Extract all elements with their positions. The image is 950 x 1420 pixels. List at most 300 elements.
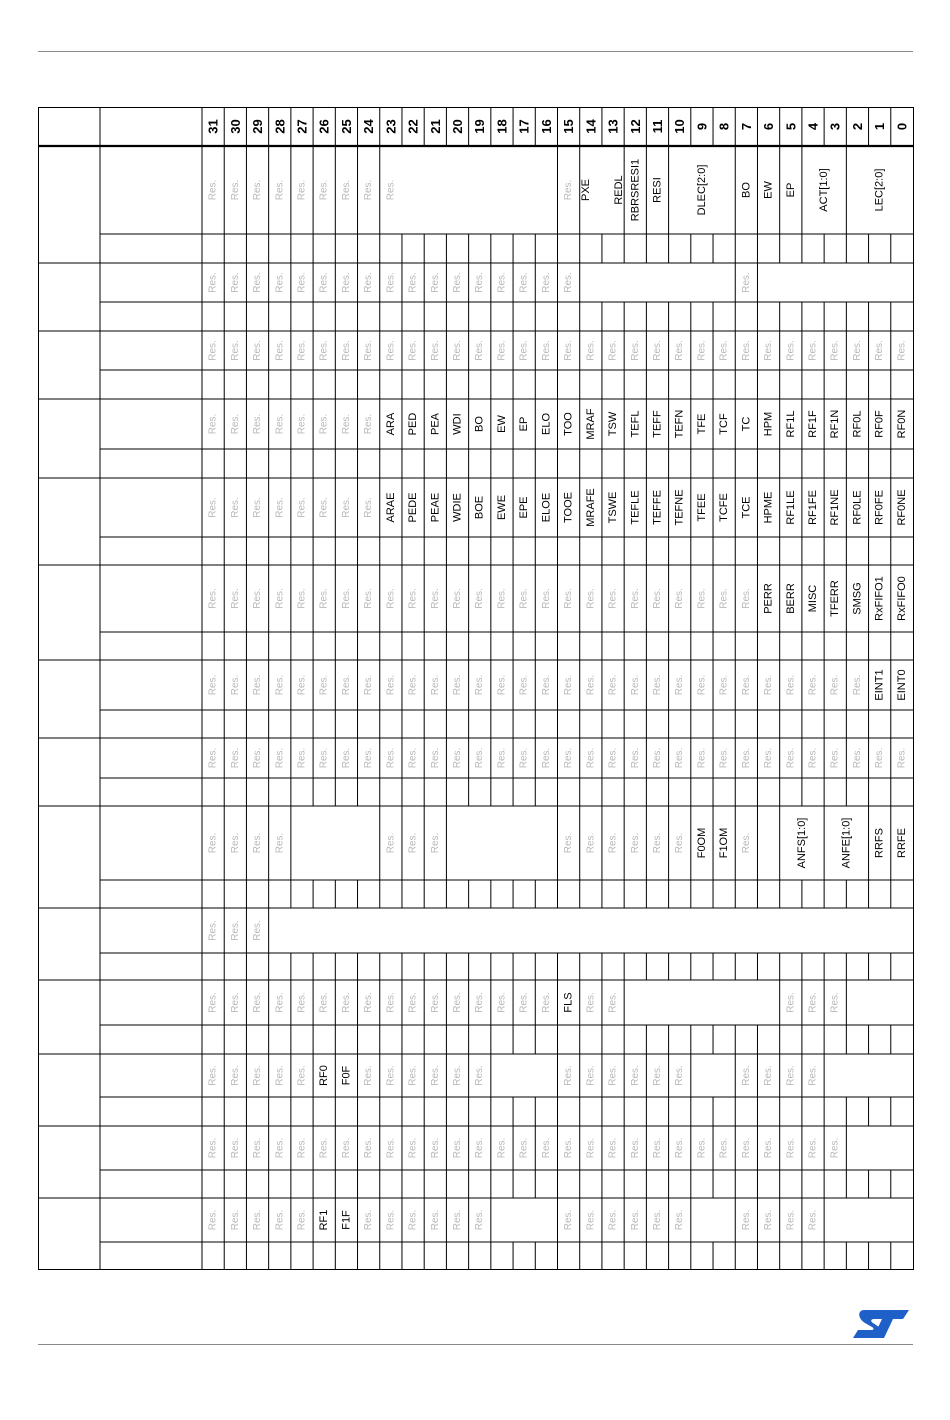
reserved-bit-label: Res. [629,340,641,361]
reserved-bit-label: Res. [363,1137,375,1159]
field-label: MISC [807,584,820,613]
field-label: RF0NE [895,489,908,526]
bit-number: 25 [338,119,354,134]
reserved-bit-label: Res. [229,272,241,293]
reserved-bit-label: Res. [274,1209,286,1231]
reserved-bit-label: Res. [429,1137,441,1159]
reserved-bit-label: Res. [363,1209,375,1231]
register-row [38,478,913,565]
bit-number: 11 [649,119,665,134]
field-label: RF1 [318,1209,331,1231]
bit-number: 19 [472,119,488,134]
reserved-bit-label: Res. [385,674,397,696]
reserved-bit-label: Res. [785,1137,797,1159]
field-label: F1F [340,1210,353,1230]
reserved-bit-label: Res. [318,179,330,201]
reserved-bit-label: Res. [363,340,375,361]
bit-number: 13 [605,119,621,134]
reserved-bit-label: Res. [363,413,375,435]
reserved-bit-label: Res. [385,1137,397,1159]
field-label: WDI [451,413,464,435]
reserved-bit-label: Res. [429,747,441,769]
reserved-bit-label: Res. [229,413,241,435]
field-label: WDIE [451,493,464,522]
reserved-bit-label: Res. [385,588,397,609]
reserved-bit-label: Res. [496,747,508,769]
field-label: TFEE [695,493,708,522]
bit-number: 28 [272,119,288,134]
reserved-bit-label: Res. [474,272,486,293]
reserved-bit-label: Res. [407,1065,419,1086]
reserved-bit-label: Res. [607,588,619,609]
reserved-bit-label: Res. [651,1209,663,1231]
bit-number: 21 [427,119,443,134]
reserved-bit-label: Res. [274,992,286,1013]
reserved-bit-label: Res. [607,1065,619,1086]
field-label: PXE [579,178,592,202]
reserved-bit-label: Res. [274,179,286,201]
field-label: F1OM [718,827,731,859]
reserved-bit-label: Res. [229,992,241,1013]
reserved-bit-label: Res. [851,747,863,769]
reserved-bit-label: Res. [563,832,575,854]
reserved-bit-label: Res. [540,1137,552,1159]
reserved-bit-label: Res. [229,1065,241,1086]
field-label: TCE [740,496,753,519]
field-label: RF0L [851,410,864,438]
field-label: TEFFE [651,490,664,525]
reserved-bit-label: Res. [207,1209,219,1231]
reserved-bit-label: Res. [496,992,508,1013]
reserved-bit-label: Res. [296,340,308,361]
reserved-bit-label: Res. [874,747,886,769]
register-row [38,1126,913,1198]
reserved-bit-label: Res. [340,747,352,769]
reserved-bit-label: Res. [407,832,419,854]
field-label: RF0N [895,409,908,439]
reserved-bit-label: Res. [207,497,219,518]
bit-number: 2 [849,122,865,131]
reserved-bit-label: Res. [785,747,797,769]
register-row [38,263,913,331]
bit-number: 31 [205,119,221,134]
reserved-bit-label: Res. [452,1137,464,1159]
reserved-bit-label: Res. [874,340,886,361]
reserved-bit-label: Res. [785,674,797,696]
reserved-bit-label: Res. [252,340,264,361]
reserved-bit-label: Res. [563,1209,575,1231]
reserved-bit-label: Res. [718,588,730,609]
reserved-bit-label: Res. [207,1065,219,1086]
bit-number: 22 [405,119,421,134]
reserved-bit-label: Res. [407,747,419,769]
field-label: ANFE[1:0] [840,817,853,869]
reserved-bit-label: Res. [474,1065,486,1086]
reserved-bit-label: Res. [407,1137,419,1159]
reserved-bit-label: Res. [474,340,486,361]
bit-number: 0 [894,122,910,131]
register-row [38,738,913,806]
field-label: F0OM [695,827,708,859]
reserved-bit-label: Res. [318,1137,330,1159]
field-label: MRAF [584,408,597,440]
reserved-bit-label: Res. [274,1065,286,1086]
reserved-bit-label: Res. [696,674,708,696]
field-label: HPME [762,491,775,524]
register-row [38,806,913,908]
bit-number: 9 [694,122,710,131]
bit-number: 10 [672,119,688,134]
reserved-bit-label: Res. [674,747,686,769]
field-label: PEAE [429,492,442,523]
reserved-bit-label: Res. [385,340,397,361]
reserved-bit-label: Res. [452,1209,464,1231]
reserved-bit-label: Res. [429,272,441,293]
reserved-bit-label: Res. [807,992,819,1013]
reserved-bit-label: Res. [252,179,264,201]
reserved-bit-label: Res. [585,588,597,609]
bit-header-row [206,107,910,146]
reserved-bit-label: Res. [296,497,308,518]
reserved-bit-label: Res. [252,1209,264,1231]
reserved-bit-label: Res. [518,272,530,293]
reserved-bit-label: Res. [407,340,419,361]
reserved-bit-label: Res. [740,1209,752,1231]
field-label: BO [740,182,753,198]
reserved-bit-label: Res. [718,1137,730,1159]
reserved-bit-label: Res. [563,179,575,201]
field-label: EW [495,415,508,433]
reserved-bit-label: Res. [207,272,219,293]
reserved-bit-label: Res. [385,272,397,293]
reserved-bit-label: Res. [540,992,552,1013]
reserved-bit-label: Res. [674,588,686,609]
reserved-bit-label: Res. [318,272,330,293]
reserved-bit-label: Res. [474,747,486,769]
field-label: RRFE [895,828,908,858]
field-label: RxFIFO0 [895,576,908,621]
reserved-bit-label: Res. [674,340,686,361]
field-label: DLEC[2:0] [695,164,708,216]
reserved-bit-label: Res. [829,674,841,696]
reserved-bit-label: Res. [518,992,530,1013]
reserved-bit-label: Res. [452,1065,464,1086]
reserved-bit-label: Res. [607,992,619,1013]
field-label: EWE [495,494,508,521]
reserved-bit-label: Res. [429,674,441,696]
reserved-bit-label: Res. [407,272,419,293]
reserved-bit-label: Res. [496,588,508,609]
reserved-bit-label: Res. [318,992,330,1013]
field-label: SMSG [851,582,864,615]
reserved-bit-label: Res. [229,497,241,518]
field-label: RF1N [829,409,842,439]
field-label: F0F [340,1065,353,1086]
reserved-bit-label: Res. [651,674,663,696]
field-label: EINT0 [895,669,908,701]
reserved-bit-label: Res. [474,1209,486,1231]
reserved-bit-label: Res. [540,272,552,293]
reserved-bit-label: Res. [274,832,286,854]
reserved-bit-label: Res. [629,588,641,609]
reserved-bit-label: Res. [585,340,597,361]
bit-number: 14 [583,119,599,134]
reserved-bit-label: Res. [496,674,508,696]
field-label: TC [740,416,753,432]
reserved-bit-label: Res. [252,1137,264,1159]
reserved-bit-label: Res. [429,992,441,1013]
reserved-bit-label: Res. [407,674,419,696]
register-row [38,660,913,738]
reserved-bit-label: Res. [340,674,352,696]
reserved-bit-label: Res. [318,747,330,769]
register-row [100,146,913,263]
reserved-bit-label: Res. [540,340,552,361]
reserved-bit-label: Res. [807,1137,819,1159]
reserved-bit-label: Res. [718,674,730,696]
field-label: MRAFE [584,488,597,527]
bit-number: 29 [250,119,266,134]
reserved-bit-label: Res. [229,588,241,609]
field-label: TCFE [718,493,731,522]
reserved-bit-label: Res. [452,747,464,769]
field-label: REDL [613,175,626,205]
register-row [38,399,913,478]
reserved-bit-label: Res. [252,497,264,518]
reserved-bit-label: Res. [518,1137,530,1159]
reserved-bit-label: Res. [385,179,397,201]
field-label: RF0LE [851,490,864,525]
reserved-bit-label: Res. [829,1137,841,1159]
bit-number: 7 [738,122,754,131]
reserved-bit-label: Res. [363,674,375,696]
bit-number: 30 [227,119,243,134]
field-label: RF1L [784,410,797,438]
reserved-bit-label: Res. [429,340,441,361]
reserved-bit-label: Res. [407,992,419,1013]
reserved-bit-label: Res. [785,992,797,1013]
reserved-bit-label: Res. [696,1137,708,1159]
reserved-bit-label: Res. [274,674,286,696]
reserved-bit-label: Res. [474,992,486,1013]
reserved-bit-label: Res. [363,179,375,201]
reserved-bit-label: Res. [318,588,330,609]
field-label: ARA [384,412,397,436]
reserved-bit-label: Res. [363,992,375,1013]
reserved-bit-label: Res. [407,588,419,609]
reserved-bit-label: Res. [252,992,264,1013]
reserved-bit-label: Res. [252,832,264,854]
bit-number: 1 [872,122,888,131]
reserved-bit-label: Res. [807,1065,819,1086]
reserved-bit-label: Res. [296,674,308,696]
field-label: EP [784,182,797,198]
field-label: LEC[2:0] [873,168,886,212]
field-label: RF1F [807,410,820,438]
reserved-bit-label: Res. [274,272,286,293]
bit-number: 4 [805,122,821,131]
reserved-bit-label: Res. [763,1137,775,1159]
register-row [38,908,913,980]
reserved-bit-label: Res. [563,588,575,609]
register-row [38,1054,913,1126]
field-label: RF0F [873,410,886,438]
reserved-bit-label: Res. [607,1137,619,1159]
reserved-bit-label: Res. [363,1065,375,1086]
field-label: PEA [429,412,442,436]
bit-number: 6 [761,122,777,131]
reserved-bit-label: Res. [563,340,575,361]
reserved-bit-label: Res. [252,272,264,293]
bit-number: 5 [783,122,799,131]
reserved-bit-label: Res. [629,1209,641,1231]
reserved-bit-label: Res. [252,674,264,696]
reserved-bit-label: Res. [252,747,264,769]
reserved-bit-label: Res. [229,920,241,941]
reserved-bit-label: Res. [585,832,597,854]
field-label: TFERR [829,580,842,617]
reserved-bit-label: Res. [785,340,797,361]
field-label: RBRSRESI1 [629,158,642,222]
reserved-bit-label: Res. [363,497,375,518]
reserved-bit-label: Res. [274,497,286,518]
field-label: TEFNE [673,489,686,526]
reserved-bit-label: Res. [474,588,486,609]
bit-number: 18 [494,119,510,134]
reserved-bit-label: Res. [407,1209,419,1231]
field-label: RESI [651,177,664,203]
reserved-bit-label: Res. [607,340,619,361]
reserved-bit-label: Res. [296,1209,308,1231]
field-label: EP [518,416,531,432]
reserved-bit-label: Res. [740,832,752,854]
reserved-bit-label: Res. [763,747,775,769]
reserved-bit-label: Res. [518,674,530,696]
reserved-bit-label: Res. [540,747,552,769]
reserved-bit-label: Res. [207,674,219,696]
bit-number: 12 [627,119,643,134]
reserved-bit-label: Res. [274,413,286,435]
bit-number: 15 [561,119,577,134]
reserved-bit-label: Res. [340,272,352,293]
reserved-bit-label: Res. [229,1209,241,1231]
field-label: HPM [762,411,775,437]
reserved-bit-label: Res. [452,340,464,361]
reserved-bit-label: Res. [252,1065,264,1086]
reserved-bit-label: Res. [763,340,775,361]
field-label: EW [762,181,775,199]
reserved-bit-label: Res. [207,179,219,201]
reserved-bit-label: Res. [718,747,730,769]
reserved-bit-label: Res. [429,832,441,854]
reserved-bit-label: Res. [452,674,464,696]
field-label: BO [473,416,486,432]
reserved-bit-label: Res. [629,1137,641,1159]
reserved-bit-label: Res. [363,272,375,293]
reserved-bit-label: Res. [318,674,330,696]
register-row [38,331,913,399]
field-label: ELO [540,412,553,436]
reserved-bit-label: Res. [629,832,641,854]
reserved-bit-label: Res. [496,340,508,361]
reserved-bit-label: Res. [785,1209,797,1231]
reserved-bit-label: Res. [674,1065,686,1086]
field-label: TOOE [562,492,575,523]
bit-number: 16 [538,119,554,134]
field-label: FLS [562,992,575,1013]
reserved-bit-label: Res. [207,832,219,854]
reserved-bit-label: Res. [340,588,352,609]
reserved-bit-label: Res. [518,747,530,769]
reserved-bit-label: Res. [229,1137,241,1159]
reserved-bit-label: Res. [740,674,752,696]
field-label: ARAE [384,492,397,523]
reserved-bit-label: Res. [207,920,219,941]
reserved-bit-label: Res. [363,747,375,769]
field-label: RRFS [873,828,886,858]
reserved-bit-label: Res. [452,272,464,293]
reserved-bit-label: Res. [696,588,708,609]
reserved-bit-label: Res. [318,413,330,435]
reserved-bit-label: Res. [629,747,641,769]
reserved-bit-label: Res. [340,992,352,1013]
reserved-bit-label: Res. [340,497,352,518]
field-label: PED [407,412,420,436]
reserved-bit-label: Res. [629,674,641,696]
reserved-bit-label: Res. [651,1065,663,1086]
reserved-bit-label: Res. [585,992,597,1013]
reserved-bit-label: Res. [474,674,486,696]
field-label: TCF [718,413,731,435]
reserved-bit-label: Res. [296,747,308,769]
reserved-bit-label: Res. [452,588,464,609]
field-label: RF1LE [784,490,797,525]
register-row [38,1198,913,1269]
field-label: TEFLE [629,490,642,525]
field-label: EPE [518,496,531,519]
reserved-bit-label: Res. [207,588,219,609]
reserved-bit-label: Res. [607,674,619,696]
bit-number: 23 [383,119,399,134]
reserved-bit-label: Res. [229,832,241,854]
reserved-bit-label: Res. [518,588,530,609]
field-label: TEFL [629,410,642,438]
field-label: ACT[1:0] [818,168,831,212]
field-label: RxFIFO1 [873,576,886,621]
reserved-bit-label: Res. [807,1209,819,1231]
reserved-bit-label: Res. [763,674,775,696]
reserved-bit-label: Res. [207,340,219,361]
field-label: TSWE [607,491,620,524]
reserved-bit-label: Res. [829,747,841,769]
reserved-bit-label: Res. [674,1137,686,1159]
reserved-bit-label: Res. [807,674,819,696]
bit-number: 26 [316,119,332,134]
reserved-bit-label: Res. [207,992,219,1013]
reserved-bit-label: Res. [340,1137,352,1159]
reserved-bit-label: Res. [696,747,708,769]
reserved-bit-label: Res. [563,747,575,769]
reserved-bit-label: Res. [585,1209,597,1231]
reserved-bit-label: Res. [229,674,241,696]
register-row [38,565,913,660]
reserved-bit-label: Res. [674,674,686,696]
reserved-bit-label: Res. [740,340,752,361]
reserved-bit-label: Res. [429,588,441,609]
reserved-bit-label: Res. [763,1209,775,1231]
reserved-bit-label: Res. [496,272,508,293]
reserved-bit-label: Res. [718,340,730,361]
